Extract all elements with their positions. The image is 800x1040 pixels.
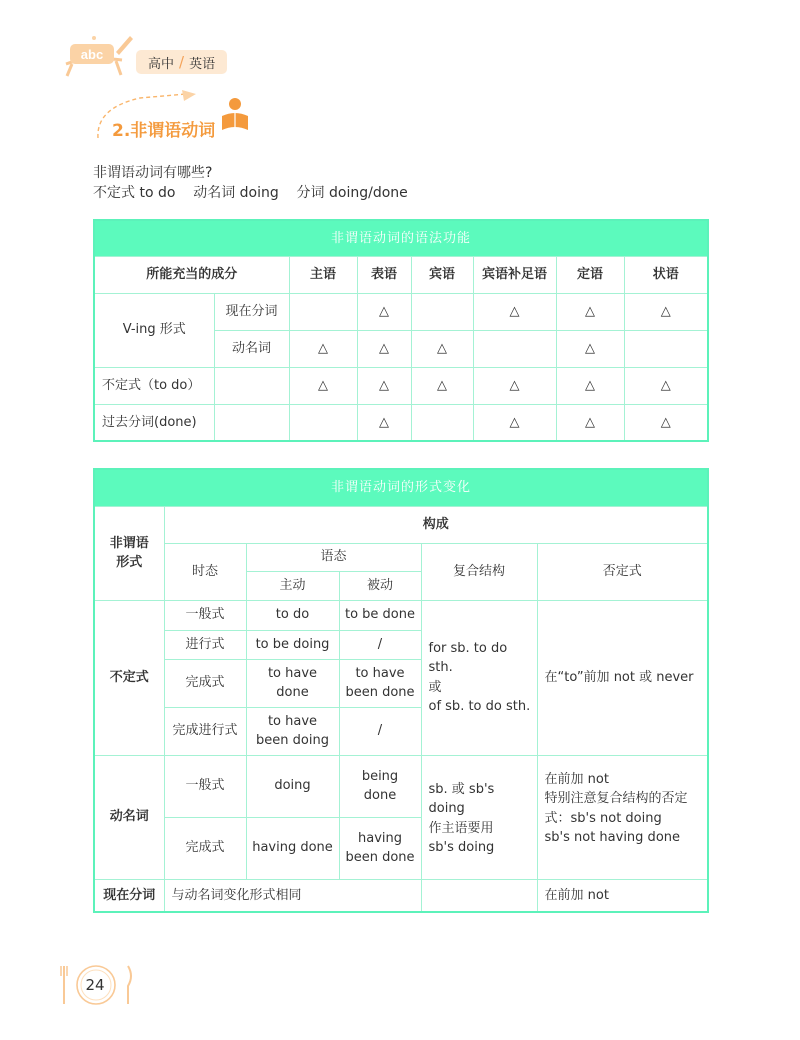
infinitive-negative: 在“to”前加 not 或 never xyxy=(537,600,708,755)
breadcrumb-subject: 英语 xyxy=(189,56,216,72)
form-change-table xyxy=(93,468,709,913)
abc-logo-icon xyxy=(58,30,138,80)
table1-header: 主语 xyxy=(289,256,357,293)
table-cell: △ xyxy=(357,330,411,367)
table-cell: △ xyxy=(624,367,708,404)
participle-compound xyxy=(421,879,537,912)
section-title: 2.非谓语动词 xyxy=(112,121,216,141)
participle-desc: 与动名词变化形式相同 xyxy=(164,879,421,912)
table-cell: △ xyxy=(411,330,473,367)
table-row xyxy=(94,293,708,330)
table-cell xyxy=(411,293,473,330)
passive-cell: / xyxy=(339,630,421,659)
tense-cell: 完成式 xyxy=(164,817,246,879)
table-cell xyxy=(214,367,289,404)
table-cell: △ xyxy=(624,404,708,441)
table-cell: △ xyxy=(411,367,473,404)
passive-cell: / xyxy=(339,707,421,755)
row-sub-label: 现在分词 xyxy=(214,293,289,330)
table-cell: △ xyxy=(473,367,556,404)
table-cell: △ xyxy=(624,293,708,330)
table2-caption: 非谓语动词的形式变化 xyxy=(94,469,708,506)
passive-cell: to have been done xyxy=(339,659,421,707)
table1-caption: 非谓语动词的语法功能 xyxy=(94,220,708,256)
gerund-compound: sb. 或 sb's doing 作主语要用 sb's doing xyxy=(421,755,537,879)
header-negative: 否定式 xyxy=(537,543,708,600)
header-tense: 时态 xyxy=(164,543,246,600)
header-voice: 语态 xyxy=(246,543,421,571)
active-cell: doing xyxy=(246,755,339,817)
page-number: 24 xyxy=(85,976,105,994)
gerund-negative: 在前加 not 特别注意复合结构的否定 式：sb's not doing sb's not having done xyxy=(537,755,708,879)
active-cell: to have been doing xyxy=(246,707,339,755)
table-cell: △ xyxy=(357,367,411,404)
breadcrumb-level: 高中 xyxy=(148,56,175,72)
active-cell: to have done xyxy=(246,659,339,707)
infinitive-compound: for sb. to do sth. 或 of sb. to do sth. xyxy=(421,600,537,755)
table-row xyxy=(94,755,708,817)
table-row xyxy=(94,404,708,441)
row-group-label: V-ing 形式 xyxy=(94,293,214,367)
participle-negative: 在前加 not xyxy=(537,879,708,912)
participle-label: 现在分词 xyxy=(94,879,164,912)
row-sub-label: 动名词 xyxy=(214,330,289,367)
tense-cell: 完成进行式 xyxy=(164,707,246,755)
header-compose: 构成 xyxy=(164,506,708,543)
table1-header: 表语 xyxy=(357,256,411,293)
table-cell: △ xyxy=(289,367,357,404)
row-label: 过去分词(done) xyxy=(94,404,214,441)
grammar-function-table xyxy=(93,219,709,442)
table-cell: △ xyxy=(473,293,556,330)
table-row xyxy=(94,600,708,630)
active-cell: to be doing xyxy=(246,630,339,659)
table-cell: △ xyxy=(289,330,357,367)
table-cell: △ xyxy=(556,404,624,441)
tense-cell: 完成式 xyxy=(164,659,246,707)
gerund-label: 动名词 xyxy=(94,755,164,879)
table-cell: △ xyxy=(357,404,411,441)
header-compound: 复合结构 xyxy=(421,543,537,600)
breadcrumb-slash: / xyxy=(179,53,185,71)
table1-header: 状语 xyxy=(624,256,708,293)
table-cell xyxy=(624,330,708,367)
table1-header: 定语 xyxy=(556,256,624,293)
passive-cell: being done xyxy=(339,755,421,817)
table-cell: △ xyxy=(357,293,411,330)
intro-question: 非谓语动词有哪些? xyxy=(93,165,213,181)
active-cell: to do xyxy=(246,600,339,630)
table-row xyxy=(94,879,708,912)
infinitive-label: 不定式 xyxy=(94,600,164,755)
row-label: 不定式（to do） xyxy=(94,367,214,404)
passive-cell: to be done xyxy=(339,600,421,630)
table-cell xyxy=(411,404,473,441)
tense-cell: 一般式 xyxy=(164,755,246,817)
tense-cell: 一般式 xyxy=(164,600,246,630)
header-passive: 被动 xyxy=(339,571,421,600)
table-cell xyxy=(473,330,556,367)
table-cell: △ xyxy=(473,404,556,441)
table-cell: △ xyxy=(556,367,624,404)
table1-header: 宾语 xyxy=(411,256,473,293)
passive-cell: having been done xyxy=(339,817,421,879)
table1-header: 所能充当的成分 xyxy=(94,256,289,293)
table-cell xyxy=(289,404,357,441)
table-cell: △ xyxy=(556,293,624,330)
tense-cell: 进行式 xyxy=(164,630,246,659)
header-active: 主动 xyxy=(246,571,339,600)
table-cell: △ xyxy=(556,330,624,367)
table-cell xyxy=(214,404,289,441)
logo-text: abc xyxy=(80,47,104,62)
breadcrumb xyxy=(136,50,227,74)
active-cell: having done xyxy=(246,817,339,879)
table-cell xyxy=(289,293,357,330)
header-form: 非谓语 形式 xyxy=(94,506,164,600)
intro-list: 不定式 to do 动名词 doing 分词 doing/done xyxy=(93,185,408,201)
table-row xyxy=(94,367,708,404)
table1-header-row xyxy=(94,256,708,293)
table1-header: 宾语补足语 xyxy=(473,256,556,293)
